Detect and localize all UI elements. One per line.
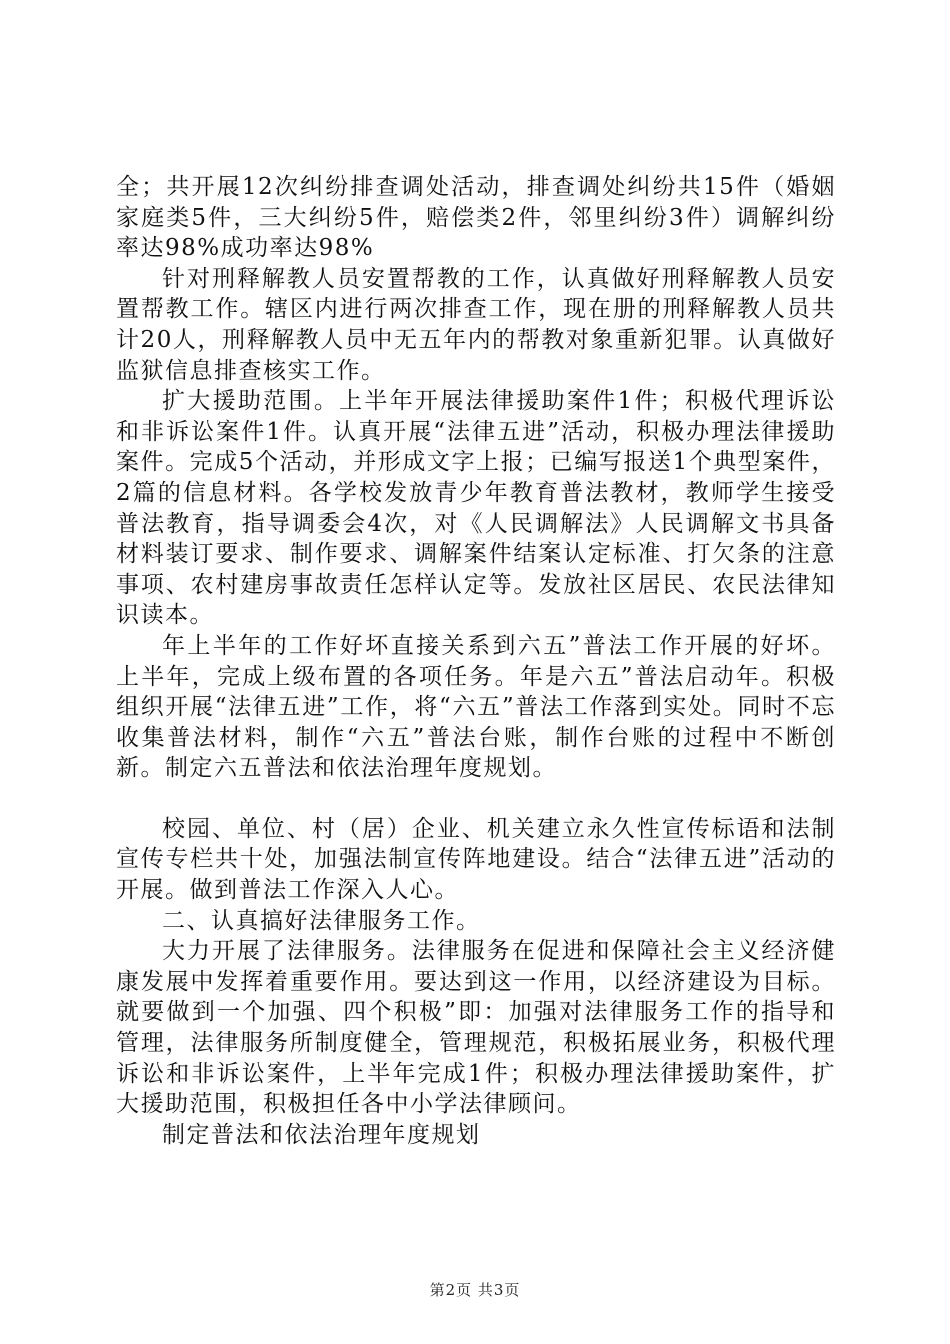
paragraph-publicity: 校园、单位、村（居）企业、机关建立永久性宣传标语和法制宣传专栏共十处，加强法制宣传阵地建设。结合“法律五进”活动的开展。做到普法工作深入人心。 xyxy=(116,815,836,904)
paragraph-dispute-mediation: 全；共开展12次纠纷排查调处活动，排查调处纠纷共15件（婚姻家庭类5件，三大纠纷5件，赔偿类2件，邻里纠纷3件）调解纠纷率达98%成功率达98% xyxy=(116,174,836,262)
paragraph-legal-aid: 扩大援助范围。上半年开展法律援助案件1件；积极代理诉讼和非诉讼案件1件。认真开展“法律五进”活动，积极办理法律援助案件。完成5个活动，并形成文字上报；已编写报送1个典型案件，2篇的信息材料。各学校发放青少年教育普法教材，教师学生接受普法教育，指导调委会4次，对《人民调解法》人民调解文书具备材料装订要求、制作要求、调解案件结案认定标准、打欠条的注意事项、农村建房事故责任怎样认定等。发放社区居民、农民法律知识读本。 xyxy=(116,388,836,629)
page-number-footer: 第2页 共3页 xyxy=(429,1281,521,1299)
document-body xyxy=(116,172,836,1150)
paragraph-sixth-five-year-plan: 年上半年的工作好坏直接关系到六五”普法工作开展的好坏。上半年，完成上级布置的各项任务。年是六五”普法启动年。积极组织开展“法律五进”工作，将“六五”普法工作落到实处。同时不忘收集普法材料，制作“六五”普法台账，制作台账的过程中不断创新。制定六五普法和依法治理年度规划。 xyxy=(116,632,836,782)
paragraph-annual-plan: 制定普法和依法治理年度规划 xyxy=(162,1121,481,1148)
section-heading-legal-services: 二、认真搞好法律服务工作。 xyxy=(162,907,481,934)
paragraph-resettlement-assistance: 针对刑释解教人员安置帮教的工作，认真做好刑释解教人员安置帮教工作。辖区内进行两次排查工作，现在册的刑释解教人员共计20人，刑释解教人员中无五年内的帮教对象重新犯罪。认真做好监狱信息排查核实工作。 xyxy=(116,265,836,384)
paragraph-legal-services: 大力开展了法律服务。法律服务在促进和保障社会主义经济健康发展中发挥着重要作用。要达到这一作用，以经济建设为目标。就要做到一个加强、四个积极”即：加强对法律服务工作的指导和管理，法律服务所制度健全，管理规范，积极拓展业务，积极代理诉讼和非诉讼案件，上半年完成1件；积极办理法律援助案件，扩大援助范围，积极担任各中小学法律顾问。 xyxy=(116,938,836,1118)
